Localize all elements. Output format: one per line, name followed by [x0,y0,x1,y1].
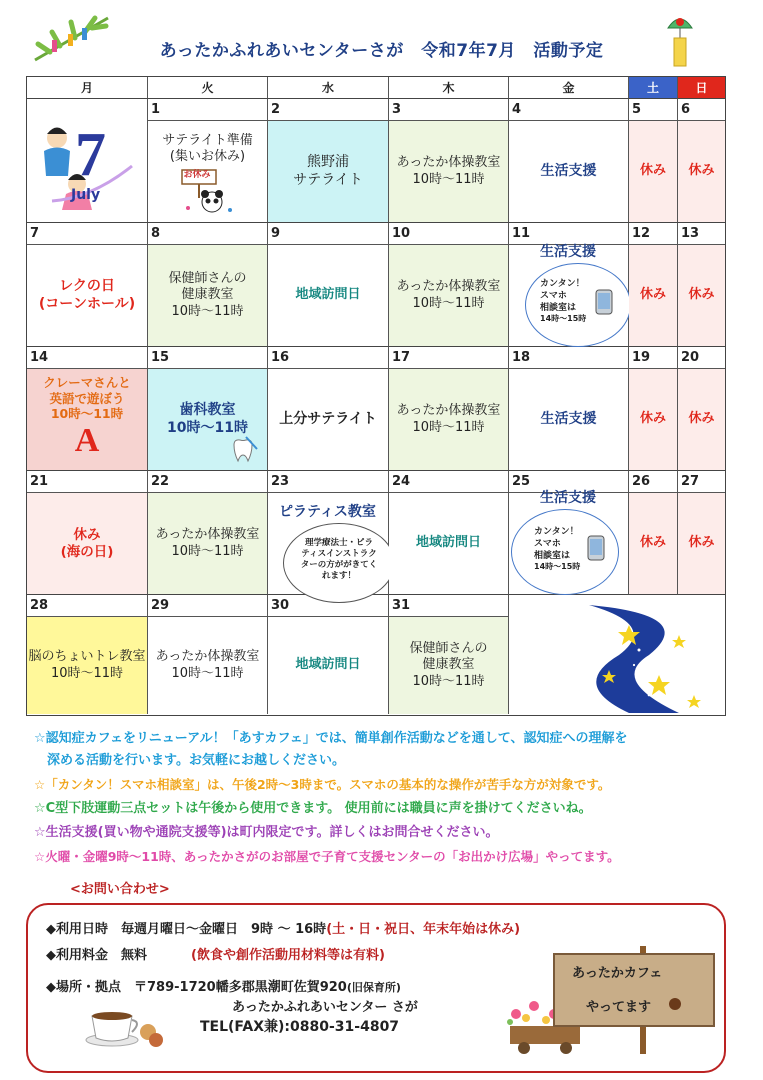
day-number: 6 [678,99,725,121]
bubble-text: れます！ [321,571,356,582]
event-title: 生活支援 [540,490,596,506]
day-number: 22 [148,471,268,493]
org-name: あったかふれあいセンター さが [232,1000,418,1015]
contact-heading: <お問い合わせ> [70,882,170,897]
note-line: ☆火曜・金曜9時～11時、あったかさがのお部屋で子育て支援センターの「お出かけ広場」やってます。 [34,849,620,864]
event-text: あったか体操教室 [396,279,501,295]
day-cell-31 [389,617,509,714]
bubble-text: カンタン！ [534,527,579,537]
bubble-text: 14時～15時 [534,562,581,572]
event-text: 10時～11時 [171,665,244,681]
day-number: 7 [27,223,148,245]
event-text: 10時～11時 [167,419,248,436]
weekday-mon: 月 [27,77,148,99]
month-number: 7 [75,121,106,189]
day-number: 11 [509,223,629,245]
day-number: 20 [678,347,725,369]
event-text: 上分サテライト [279,410,377,427]
day-cell-2 [268,121,389,223]
place-note: (旧保育所) [346,981,401,994]
fee-text [46,944,385,963]
day-number: 1 [148,99,268,121]
day-cell-4 [509,121,629,223]
month-word: July [71,187,101,203]
event-text: レクの日 [59,278,115,294]
event-title: 生活支援 [540,244,596,260]
day-cell-24 [389,493,509,595]
day-number: 26 [629,471,678,493]
day-cell-18 [509,369,629,471]
day-number: 18 [509,347,629,369]
weekday-sun: 日 [678,77,725,99]
event-text: 保健師さんの [168,271,247,287]
event-title: ピラティス教室 [279,504,376,520]
day-cell-26 [629,493,678,595]
event-text: 地域訪問日 [295,657,361,673]
day-cell-8 [148,245,268,347]
fee-note: (飲食や創作活動用材料等は有料) [191,948,385,963]
event-text: 10時～11時 [412,673,485,689]
bubble-text: 相談室は [534,551,571,562]
page-title: あったかふれあいセンターさが 令和7年7月 活動予定 [159,41,604,61]
event-text: 地域訪問日 [415,535,481,551]
bubble-text: カンタン！ [540,279,585,289]
note-line: 深める活動を行います。お気軽にお越しください。 [34,753,345,768]
event-text: 休み [73,526,101,543]
tel-number: TEL(FAX兼):0880-31-4807 [200,1019,400,1035]
day-number: 4 [509,99,629,121]
place-text [46,976,401,995]
day-cell-3 [389,121,509,223]
day-number: 13 [678,223,725,245]
bubble-text: ターの方ががきてく [300,560,378,571]
day-cell-7 [27,245,148,347]
day-cell-10 [389,245,509,347]
tooth-brush-icon [228,435,258,465]
day-number: 30 [268,595,389,617]
bubble-text: 相談室は [540,303,577,314]
event-text: 10時～11時 [171,303,244,319]
event-text: 10時～11時 [50,406,124,422]
weekday-tue: 火 [148,77,268,99]
weekday-wed: 水 [268,77,389,99]
event-text: あったか体操教室 [396,155,501,171]
day-number: 12 [629,223,678,245]
day-cell-15 [148,369,268,471]
day-cell-29 [148,617,268,714]
event-text: 脳のちょいトレ教室 [28,649,146,665]
day-cell-20 [678,369,725,471]
day-cell-30 [268,617,389,714]
event-text: 10時～11時 [171,543,244,559]
smartphone-consult-bubble [511,509,619,595]
event-text: あったか体操教室 [396,403,501,419]
day-number: 8 [148,223,268,245]
day-cell-14 [27,369,148,471]
note-line: ☆「カンタン！スマホ相談室」は、午後2時～3時まで。スマホの基本的な操作が苦手な方が対象です。 [34,777,611,792]
bubble-text: ティスインストラク [301,549,377,560]
day-cell-5 [629,121,678,223]
event-text: 10時～11時 [412,171,485,187]
day-number: 24 [389,471,509,493]
event-text: (集いお休み) [169,149,246,165]
hours-closed: (土・日・祝日、年末年始は休み) [326,922,521,937]
event-text: 健康教室 [181,287,234,303]
event-text: 休み [639,287,666,303]
day-cell-27 [678,493,725,595]
day-cell-9 [268,245,389,347]
event-text: 休み [639,535,666,551]
weekday-thu: 木 [389,77,509,99]
day-cell-13 [678,245,725,347]
bubble-text: 理学療法士・ピラ [304,538,373,548]
coffee-cup-icon [78,996,168,1052]
event-text: 10時～11時 [412,419,485,435]
event-text: 休み [639,163,666,179]
event-text: サテライト [293,171,363,188]
day-number: 17 [389,347,509,369]
pilates-speech-bubble [283,523,395,603]
event-text: 休み [688,535,715,551]
hours-text [46,918,520,937]
sign-line: あったかカフェ [572,966,663,981]
day-number: 9 [268,223,389,245]
event-text: 休み [688,411,715,427]
event-text: 生活支援 [540,162,597,179]
event-text: 地域訪問日 [295,287,361,303]
event-text: サテライト準備 [162,133,253,148]
day-number: 29 [148,595,268,617]
day-number: 19 [629,347,678,369]
day-number: 27 [678,471,725,493]
day-number: 16 [268,347,389,369]
hours-label: ◆利用日時 毎週月曜日～金曜日 9時 ～ 16時 [46,922,327,937]
bubble-text: スマホ [534,539,561,550]
day-cell-6 [678,121,725,223]
event-text: (コーンホール) [38,295,136,312]
day-number: 2 [268,99,389,121]
fee-label: ◆利用料金 無料 [46,948,147,963]
day-number: 15 [148,347,268,369]
smartphone-icon [592,288,616,316]
event-text: 休み [639,411,666,427]
day-cell-16 [268,369,389,471]
bubble-text: スマホ [540,291,567,302]
weekday-sat: 土 [629,77,678,99]
note-line: ☆C型下肢運動三点セットは午後から使用できます。 使用前には職員に声を掛けてくださいね。 [34,801,592,816]
day-number: 31 [389,595,509,617]
event-text: 休み [688,287,715,303]
day-cell-28 [27,617,148,714]
note-line: ☆認知症カフェをリニューアル！「あすカフェ」では、簡単創作活動などを通して、認知症への理解を [34,731,628,746]
day-number: 10 [389,223,509,245]
event-text: 10時～11時 [50,665,124,681]
day-cell-19 [629,369,678,471]
sign-line: やってます [586,1000,652,1015]
letter-a-character-icon: A [74,421,100,459]
day-number: 28 [27,595,148,617]
smartphone-consult-bubble [525,263,631,347]
event-text: 生活支援 [540,410,597,427]
day-number: 21 [27,471,148,493]
smartphone-icon [584,534,608,562]
event-text: 健康教室 [422,657,475,673]
calendar [26,76,726,716]
note-line: ☆生活支援(買い物や通院支援等)は町内限定です。詳しくはお問合せください。 [34,825,499,840]
day-number: 14 [27,347,148,369]
day-cell-12 [629,245,678,347]
cafe-signboard-icon [490,944,720,1056]
event-text: 保健師さんの [409,641,488,657]
sign-text: お休み [183,169,211,180]
event-text: あったか体操教室 [155,649,260,665]
day-number: 5 [629,99,678,121]
day-cell-1 [148,121,268,223]
day-number: 3 [389,99,509,121]
event-text: 10時～11時 [412,295,485,311]
event-text: 休み [688,163,715,179]
day-number: 23 [268,471,389,493]
day-number: 25 [509,471,629,493]
month-graphic-cell [27,99,148,223]
event-text: あったか体操教室 [155,527,260,543]
day-cell-17 [389,369,509,471]
day-cell-21 [27,493,148,595]
weekday-fri: 金 [509,77,629,99]
milky-way-stars-icon [509,595,725,714]
event-text: 英語で遊ぼう [49,390,125,406]
event-text: 熊野浦 [307,154,349,170]
event-text: (海の日) [60,543,114,560]
bubble-text: 14時～15時 [540,314,587,324]
event-text: 歯科教室 [179,402,236,418]
event-text: クレーマさんと [43,375,131,390]
day-cell-22 [148,493,268,595]
place-label: ◆場所・拠点 〒789-1720幡多郡黒潮町佐賀920 [46,980,347,995]
